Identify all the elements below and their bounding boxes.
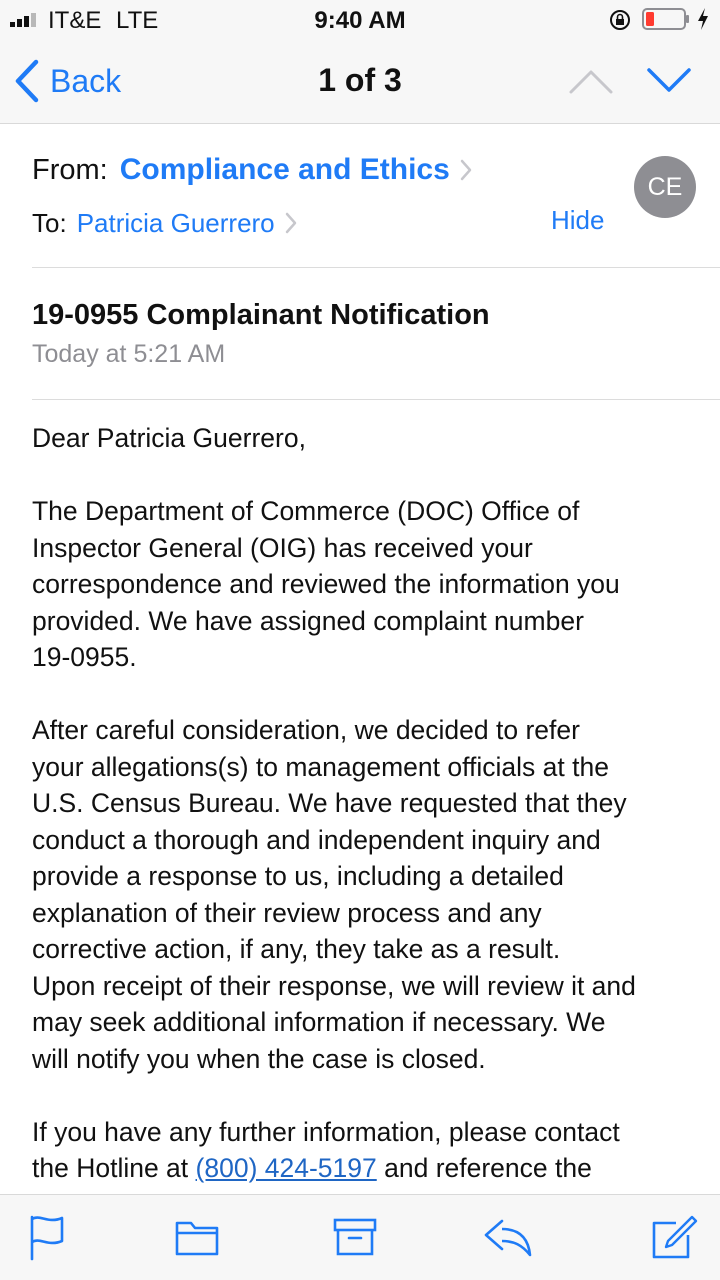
body-line: explanation of their review process and any [32, 897, 542, 928]
compose-icon[interactable] [650, 1213, 698, 1261]
body-line [32, 1150, 702, 1187]
navigation-bar [0, 40, 720, 124]
bottom-toolbar [0, 1194, 720, 1280]
body-line: U.S. Census Bureau. We have requested that they [32, 788, 627, 818]
back-label: Back [50, 62, 122, 99]
body-line: 19-0955. [32, 642, 137, 672]
network-type: LTE [116, 7, 159, 34]
message-counter: 1 of 3 [318, 62, 402, 98]
hide-details-button[interactable]: Hide [551, 205, 605, 235]
rotation-lock-icon [609, 9, 631, 31]
body-line: If you have any further information, please contact [32, 1116, 620, 1147]
body-line: After careful consideration, we decided to refer [32, 715, 580, 745]
email-date: Today at 5:21 AM [32, 340, 226, 368]
carrier-name: IT&E [48, 7, 102, 34]
to-label: To: [32, 207, 67, 238]
message-body [32, 420, 702, 1194]
charging-icon [696, 7, 710, 31]
from-row [32, 150, 472, 190]
email-subject: 19-0955 Complainant Notification [32, 299, 490, 331]
flag-icon[interactable] [28, 1213, 66, 1261]
body-line: provide a response to us, including a detailed [32, 861, 564, 891]
greeting: Dear Patricia Guerrero, [32, 423, 306, 453]
sender-avatar: CE [634, 156, 696, 218]
body-line: correspondence and reviewed the information you [32, 569, 620, 599]
status-time: 9:40 AM [314, 7, 406, 34]
hotline-phone-link[interactable]: (800) 424-5197 [195, 1153, 377, 1183]
chevron-right-icon [460, 159, 472, 181]
body-line: your allegations(s) to management officials at the [32, 751, 609, 782]
header-divider [32, 267, 720, 268]
body-line: provided. We have assigned complaint number [32, 605, 584, 636]
body-text: and reference the [376, 1153, 592, 1183]
to-row [32, 205, 297, 241]
next-message-button[interactable] [646, 64, 692, 98]
chevron-right-icon [285, 212, 297, 234]
folder-icon[interactable] [174, 1213, 220, 1261]
sender-name[interactable]: Compliance and Ethics [119, 153, 450, 186]
previous-message-button[interactable] [568, 64, 614, 98]
body-text: the Hotline at [32, 1153, 196, 1183]
paragraph-1 [32, 493, 702, 676]
from-label: From: [32, 153, 108, 186]
reply-icon[interactable] [482, 1213, 534, 1261]
recipient-name[interactable]: Patricia Guerrero [76, 207, 275, 238]
status-bar [0, 0, 720, 40]
body-line: The Department of Commerce (DOC) Office of [32, 496, 580, 526]
archive-icon[interactable] [332, 1213, 378, 1261]
battery-icon [642, 8, 690, 30]
body-line: conduct a thorough and independent inquiry and [32, 824, 601, 855]
body-line: Upon receipt of their response, we will review it and [32, 970, 636, 1001]
paragraph-2 [32, 712, 702, 1077]
body-line: may seek additional information if necessary. We [32, 1007, 606, 1037]
body-line: corrective action, if any, they take as a result. [32, 934, 561, 964]
paragraph-3 [32, 1114, 702, 1187]
body-line: will notify you when the case is closed. [32, 1043, 486, 1074]
body-line: Inspector General (OIG) has received your [32, 532, 533, 563]
subject-divider [32, 399, 720, 400]
